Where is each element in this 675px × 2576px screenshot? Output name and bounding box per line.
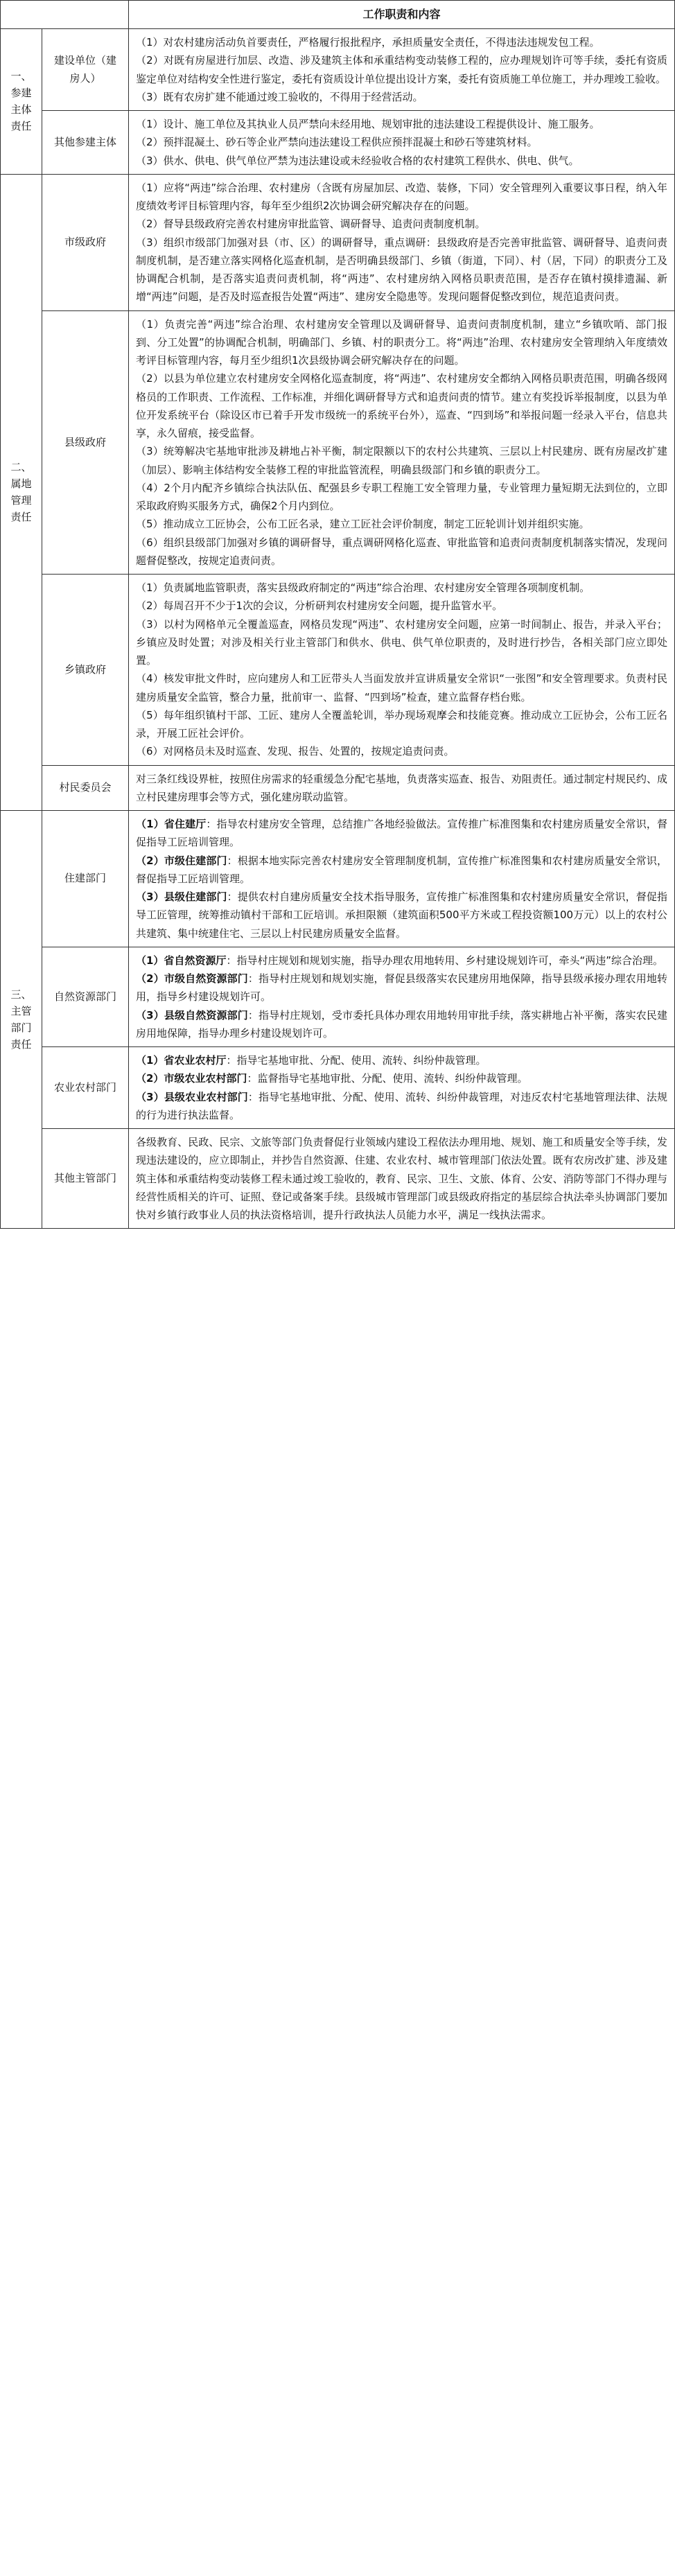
content-paragraph [136, 615, 667, 670]
content-cell [129, 765, 675, 811]
content-paragraph [136, 51, 667, 88]
table-row [1, 174, 675, 310]
paragraph-lead: （1）省自然资源厅 [136, 954, 227, 967]
content-paragraph [136, 597, 667, 615]
table-row [1, 765, 675, 811]
content-paragraph [136, 815, 667, 852]
paragraph-text: （5）推动成立工匠协会，公布工匠名录，建立工匠社会评价制度，制定工匠轮训计划并组织实施。 [136, 518, 590, 531]
paragraph-text: （1）负责属地监管职责，落实县级政府制定的“两违”综合治理、农村建房安全管理各项制度机制。 [136, 581, 590, 594]
subject-label: 住建部门 [42, 811, 129, 947]
table-row [1, 310, 675, 575]
paragraph-text: （2）督导县级政府完善农村建房审批监管、调研督导、追责问责制度机制。 [136, 218, 486, 231]
paragraph-text: （3）统筹解决宅基地审批涉及耕地占补平衡，制定限额以下的农村公共建筑、三层以上村民建房、既有房屋改扩建（加层）、影响主体结构安全装修工程的审批监管流程，明确县级部门和乡镇的职责分工。 [136, 445, 667, 476]
table-row [1, 1047, 675, 1129]
category-label: 三、主管部门责任 [1, 811, 42, 1229]
paragraph-text: （1）应将“两违”综合治理、农村建房（含既有房屋加层、改造、装修，下同）安全管理列入重要议事日程，纳入年度绩效考评目标管理内容，每年至少组织2次协调会研究解决存在的问题。 [136, 181, 667, 212]
content-paragraph [136, 479, 667, 516]
content-cell [129, 29, 675, 111]
content-cell [129, 310, 675, 575]
content-paragraph [136, 579, 667, 597]
content-paragraph [136, 1069, 667, 1087]
content-cell [129, 811, 675, 947]
content-paragraph [136, 515, 667, 533]
content-cell [129, 111, 675, 175]
paragraph-text: （2）对既有房屋进行加层、改造、涉及建筑主体和承重结构变动装修工程的，应办理规划许可等手续，委托有资质鉴定单位对结构安全性进行鉴定，委托有资质设计单位提出设计方案，委托有资质施工单位施工，并办理竣工验收。 [136, 54, 667, 85]
paragraph-lead: （1）省农业农村厅 [136, 1054, 227, 1067]
table-row [1, 811, 675, 947]
subject-label: 建设单位（建房人） [42, 29, 129, 111]
header-blank-cell [1, 1, 129, 29]
subject-label: 自然资源部门 [42, 947, 129, 1046]
table-row [1, 29, 675, 111]
paragraph-text: （3）供水、供电、供气单位严禁为违法建设或未经验收合格的农村建筑工程供水、供电、供气。 [136, 154, 579, 167]
content-paragraph [136, 970, 667, 1006]
table-body [1, 29, 675, 1229]
content-paragraph [136, 234, 667, 306]
responsibility-table [0, 0, 675, 1229]
paragraph-text: 各级教育、民政、民宗、文旅等部门负责督促行业领域内建设工程依法办理用地、规划、施工和质量安全等手续，发现违法建设的，应立即制止，并抄告自然资源、住建、农业农村、城市管理部门依法处置。既有农房改扩建、涉及建筑主体和承重结构变动装修工程未通过竣工验收的，教育、民宗、卫生、文旅、体育、公安、消防等部门不得办理与经营性质相关的许可、证照、登记或备案手续。县级城市管理部门或县级政府指定的基层综合执法牵头协调部门要加快对乡镇行政事业人员的执法资格培训，提升行政执法人员能力水平，满足一线执法需求。 [136, 1136, 667, 1221]
content-paragraph [136, 952, 667, 970]
paragraph-text: ：根据本地实际完善农村建房安全管理制度机制，宣传推广标准图集和农村建房质量安全常识，督促指导工匠培训管理。 [136, 854, 667, 885]
content-paragraph [136, 315, 667, 370]
category-label: 一、参建主体责任 [1, 29, 42, 175]
content-paragraph [136, 115, 667, 133]
content-paragraph [136, 888, 667, 943]
subject-label: 市级政府 [42, 174, 129, 310]
paragraph-text: （3）以村为网格单元全覆盖巡查，网格员发现“两违”、农村建房安全问题，应第一时间制止、报告，并录入平台；乡镇应及时处置；对涉及相关行业主管部门和供水、供电、供气单位职责的，及时进行抄告，各相关部门应立即处置。 [136, 617, 667, 667]
paragraph-text: （4）2个月内配齐乡镇综合执法队伍、配强县乡专职工程施工安全管理力量，专业管理力量短期无法到位的，立即采取政府购买服务方式，确保2个月内到位。 [136, 481, 667, 512]
subject-label: 乡镇政府 [42, 575, 129, 766]
content-cell [129, 1129, 675, 1229]
content-paragraph [136, 742, 667, 760]
paragraph-lead: （3）县级自然资源部门 [136, 1008, 248, 1022]
paragraph-text: （1）对农村建房活动负首要责任，严格履行报批程序，承担质量安全责任，不得违法违规发包工程。 [136, 36, 600, 49]
paragraph-text: （6）对网格员未及时巡查、发现、报告、处置的，按规定追责问责。 [136, 745, 455, 758]
content-paragraph [136, 706, 667, 743]
paragraph-text: （2）每周召开不少于1次的会议，分析研判农村建房安全问题，提升监管水平。 [136, 599, 503, 613]
paragraph-text: （3）组织市级部门加强对县（市、区）的调研督导，重点调研：县级政府是否完善审批监管、调研督导、追责问责制度机制，是否建立落实网格化巡查机制，是否明确县级部门、乡镇（街道，下同）、村（居，下同）的职责分工及协调配合机制，是否落实追责问责机制，将“两违”、农村建房纳入网格员职责范围，是否存在镇村摸排遗漏、新增“两违”问题，是否及时巡查报告处置“两违”、建房安全隐患等。发现问题督促整改到位，规范追责问责。 [136, 236, 667, 304]
paragraph-lead: （3）县级住建部门 [136, 891, 227, 903]
paragraph-text: ：提供农村自建房质量安全技术指导服务，宣传推广标准图集和农村建房质量安全常识，督促指导工匠管理，统筹推动镇村干部和工匠培训。承担限额（建筑面积500平方米或工程投资额100万元）以上的农村公共建筑、集中统建住宅、三层以上村民建房质量安全监督。 [136, 891, 667, 940]
paragraph-lead: （2）市级住建部门 [136, 854, 227, 867]
content-paragraph [136, 1088, 667, 1125]
content-paragraph [136, 215, 667, 233]
table-row [1, 575, 675, 766]
table-row [1, 947, 675, 1046]
header-title: 工作职责和内容 [129, 1, 675, 29]
content-paragraph [136, 152, 667, 170]
content-paragraph [136, 1133, 667, 1224]
category-label: 二、属地管理责任 [1, 174, 42, 810]
content-paragraph [136, 88, 667, 106]
content-paragraph [136, 179, 667, 216]
paragraph-lead: （3）县级农业农村部门 [136, 1090, 248, 1103]
content-cell [129, 575, 675, 766]
paragraph-text: （3）既有农房扩建不能通过竣工验收的，不得用于经营活动。 [136, 90, 423, 103]
subject-label: 其他主管部门 [42, 1129, 129, 1229]
table-row [1, 1129, 675, 1229]
content-cell [129, 1047, 675, 1129]
paragraph-text: ：指导村庄规划和规划实施，指导办理农用地转用、乡村建设规划许可，牵头“两违”综合治理。 [226, 954, 663, 967]
content-paragraph [136, 442, 667, 479]
paragraph-text: ：监督指导宅基地审批、分配、使用、流转、纠纷仲裁管理。 [247, 1072, 528, 1085]
paragraph-text: ：指导宅基地审批、分配、使用、流转、纠纷仲裁管理，对违反农村宅基地管理法律、法规的行为进行执法监督。 [136, 1090, 667, 1121]
paragraph-text: （1）设计、施工单位及其执业人员严禁向未经用地、规划审批的违法建设工程提供设计、施工服务。 [136, 118, 600, 130]
content-cell [129, 174, 675, 310]
subject-label: 农业农村部门 [42, 1047, 129, 1129]
paragraph-text: 对三条红线设界桩，按照住房需求的轻重缓急分配宅基地，负责落实巡查、报告、劝阻责任。通过制定村规民约、成立村民建房理事会等方式，强化建房联动监管。 [136, 772, 667, 803]
content-paragraph [136, 369, 667, 442]
content-paragraph [136, 133, 667, 151]
content-paragraph [136, 852, 667, 888]
content-paragraph [136, 1051, 667, 1069]
table-header-row [1, 1, 675, 29]
paragraph-text: ：指导村庄规划，受市委托具体办理农用地转用审批手续，落实耕地占补平衡，落实农民建房用地保障，指导办理乡村建设规划许可。 [136, 1008, 667, 1040]
content-paragraph [136, 33, 667, 51]
paragraph-lead: （2）市级农业农村部门 [136, 1072, 247, 1085]
subject-label: 县级政府 [42, 310, 129, 575]
table-row [1, 111, 675, 175]
paragraph-text: （4）核发审批文件时，应向建房人和工匠带头人当面发放并宣讲质量安全常识“一张图”和安全管理要求。负责村民建房质量安全监管，整合力量，批前审一、监督、“四到场”检查，建立监督存档台账。 [136, 672, 667, 703]
paragraph-lead: （1）省住建厅 [136, 818, 207, 830]
subject-label: 其他参建主体 [42, 111, 129, 175]
content-paragraph [136, 1006, 667, 1043]
paragraph-text: ：指导村庄规划和规划实施，督促县级落实农民建房用地保障，指导县级承接办理农用地转用，指导乡村建设规划许可。 [136, 972, 667, 1004]
paragraph-text: ：指导农村建房安全管理，总结推广各地经验做法。宣传推广标准图集和农村建房质量安全常识，督促指导工匠培训管理。 [136, 818, 667, 849]
paragraph-lead: （2）市级自然资源部门 [136, 972, 248, 985]
paragraph-text: （6）组织县级部门加强对乡镇的调研督导，重点调研网格化巡查、审批监管和追责问责制度机制落实情况，发现问题督促整改，按规定追责问责。 [136, 536, 667, 567]
paragraph-text: （1）负责完善“两违”综合治理、农村建房安全管理以及调研督导、追责问责制度机制，建立“乡镇吹哨、部门报到、分工处置”的协调配合机制，明确部门、乡镇、村的职责分工。将“两违”治理、农村建房安全管理纳入年度绩效考评目标管理内容，每月至少组织1次县级协调会研究解决存在的问题。 [136, 317, 667, 367]
content-paragraph [136, 534, 667, 570]
subject-label: 村民委员会 [42, 765, 129, 811]
content-paragraph [136, 770, 667, 807]
content-cell [129, 947, 675, 1046]
paragraph-text: （2）以县为单位建立农村建房安全网格化巡查制度，将“两违”、农村建房安全都纳入网格员职责范围，明确各级网格员的工作职责、工作流程、工作标准，并细化调研督导方式和追责问责的情节。建立有奖投诉举报制度，以县为单位开发系统平台（除设区市已着手开发市级统一的系统平台外），巡查、“四到场”和举报问题一经录入平台，信息共享，永久留痕，接受监督。 [136, 372, 667, 439]
paragraph-text: ：指导宅基地审批、分配、使用、流转、纠纷仲裁管理。 [226, 1054, 486, 1067]
paragraph-text: （2）预拌混凝土、砂石等企业严禁向违法建设工程供应预拌混凝土和砂石等建筑材料。 [136, 136, 538, 149]
content-paragraph [136, 669, 667, 706]
paragraph-text: （5）每年组织镇村干部、工匠、建房人全覆盖轮训，举办现场观摩会和技能竞赛。推动成立工匠协会，公布工匠名录，开展工匠社会评价。 [136, 708, 667, 739]
